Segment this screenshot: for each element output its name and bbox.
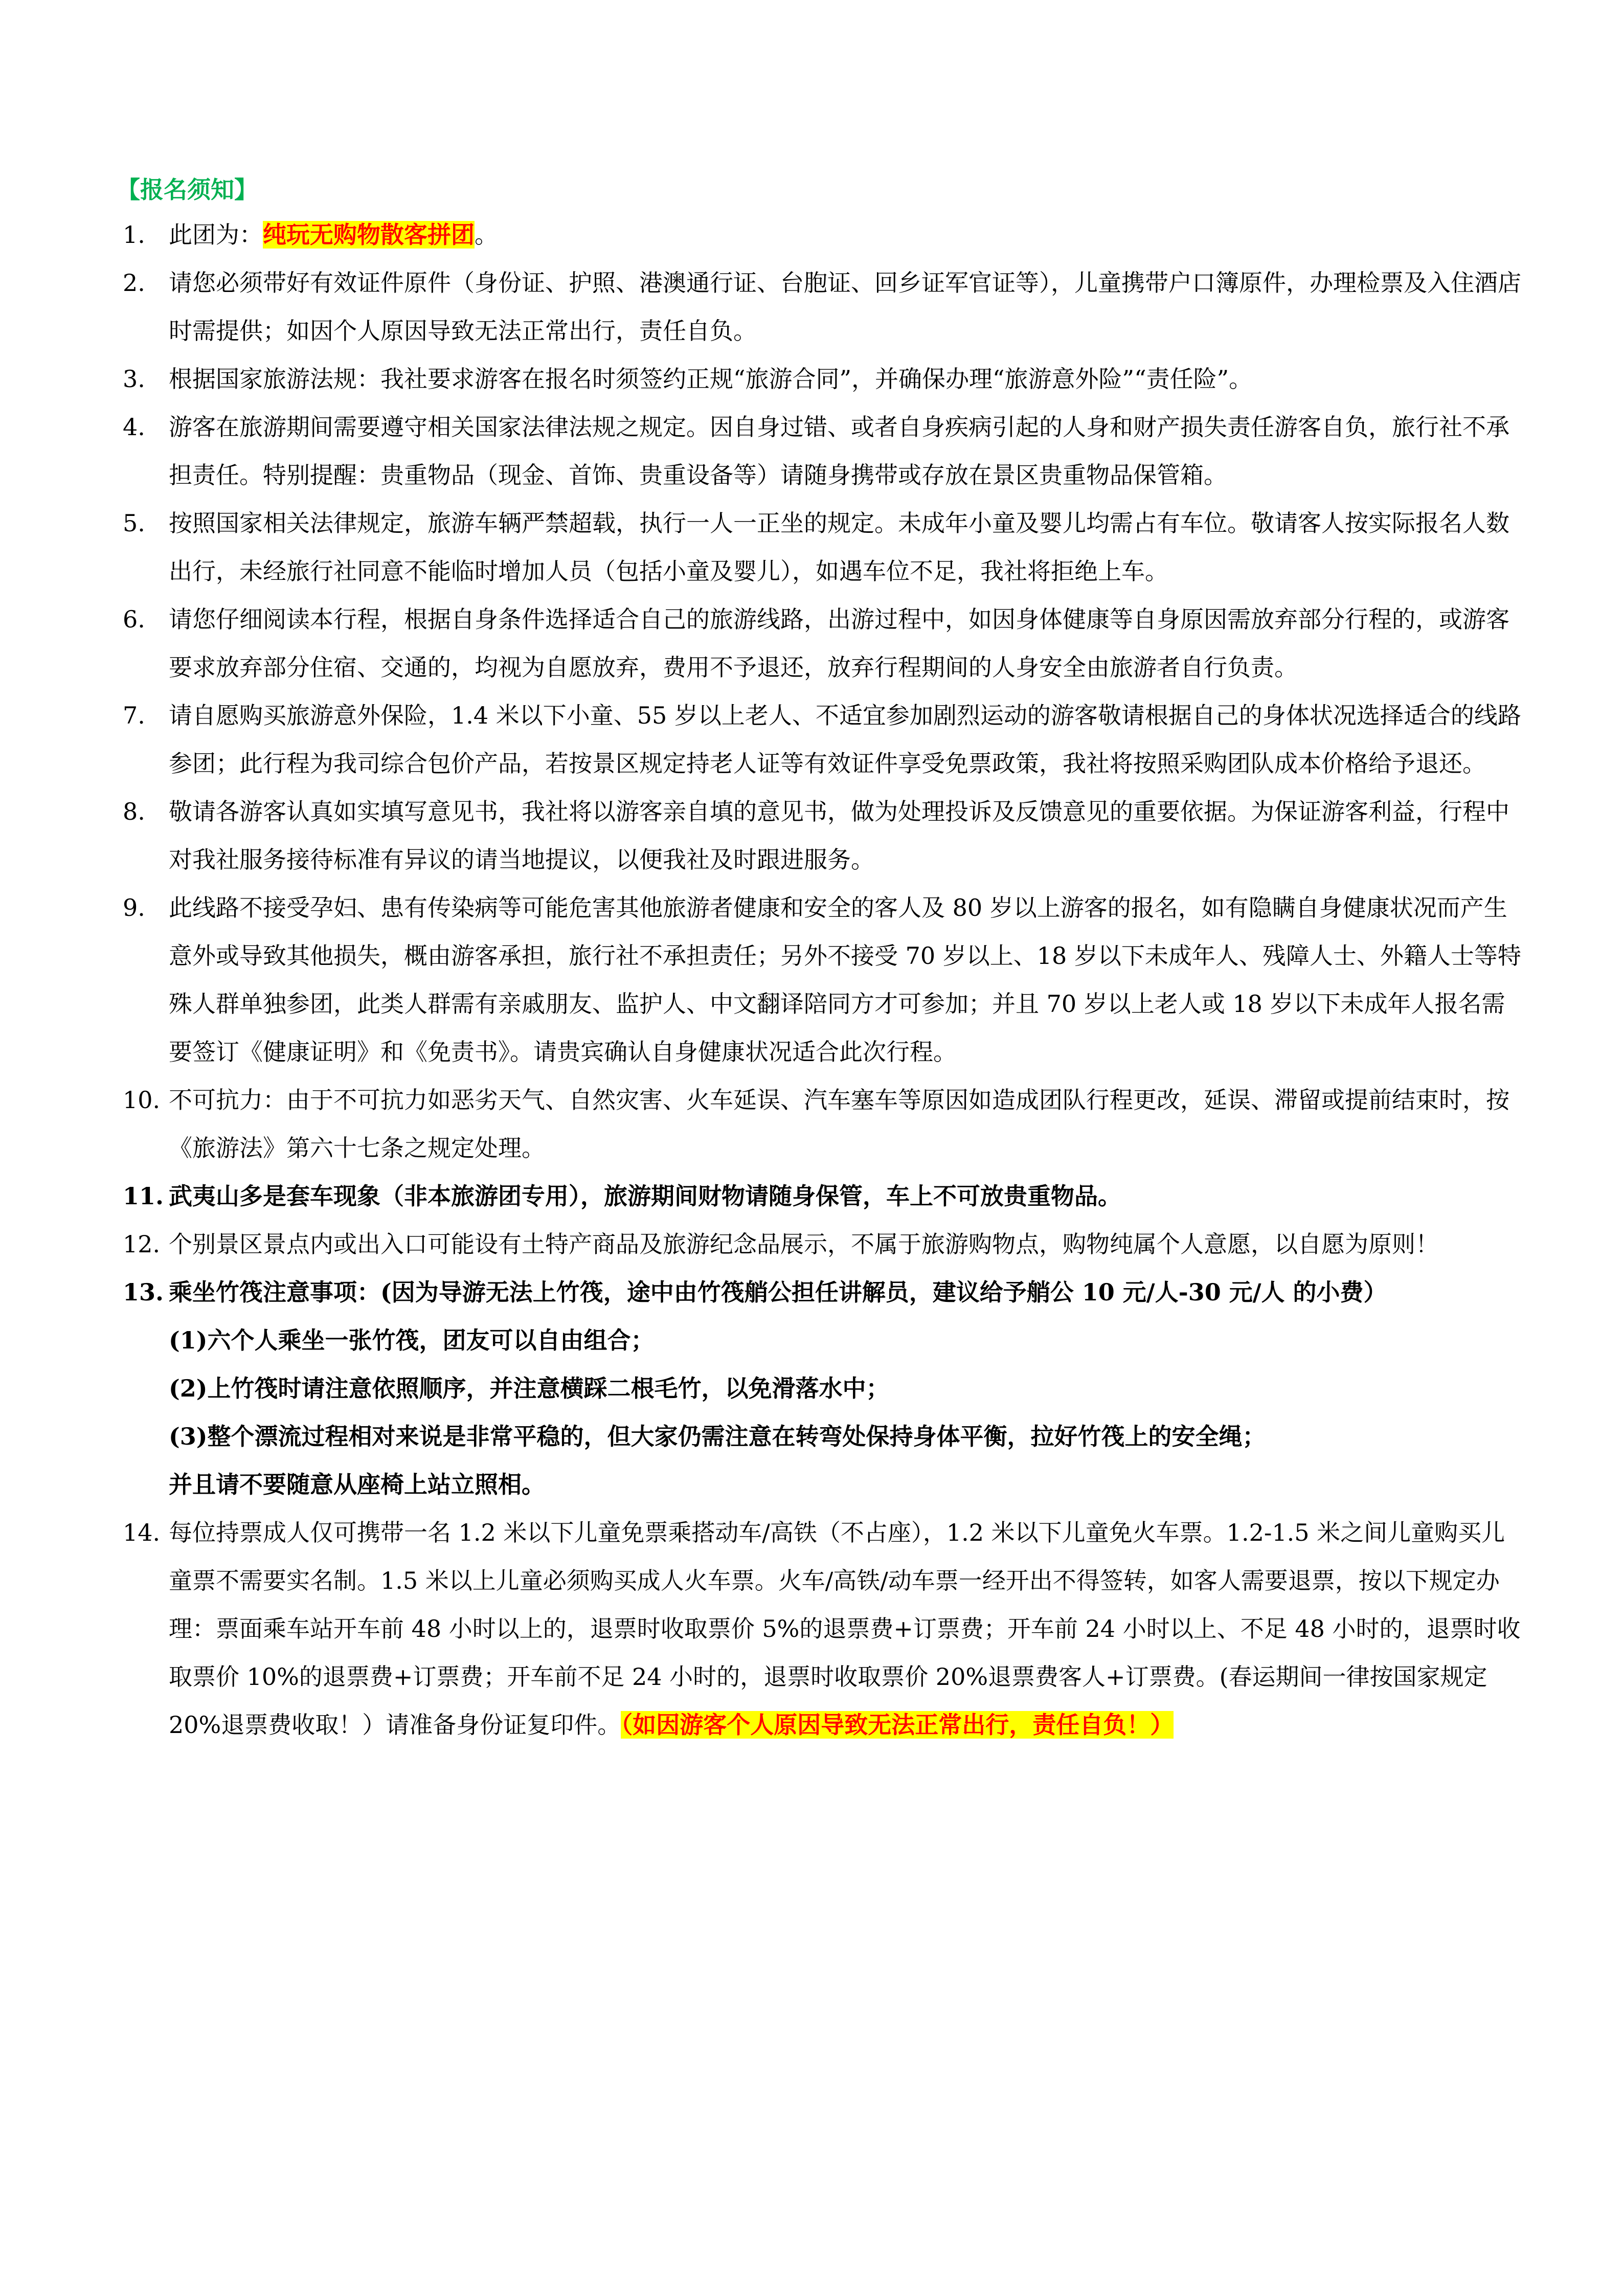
item-text-end: 。	[475, 221, 498, 249]
item-text: 请您仔细阅读本行程，根据自身条件选择适合自己的旅游线路，出游过程中，如因身体健康等自身原因需放弃部分行程的，或游客要求放弃部分住宿、交通的，均视为自愿放弃，费用不予退还，放弃行程期间的人身安全由旅游者自行负责。	[169, 605, 1509, 681]
list-item	[117, 1509, 1528, 1749]
item-text: 请自愿购买旅游意外保险，1.4 米以下小童、55 岁以上老人、不适宜参加剧烈运动的游客敬请根据自己的身体状况选择适合的线路参团；此行程为我司综合包价产品，若按景区规定持老人证等有效证件享受免票政策，我社将按照采购团队成本价格给予退还。	[169, 702, 1521, 777]
list-item	[117, 691, 1528, 787]
item-number: 5.	[123, 509, 145, 537]
item-text: 按照国家相关法律规定，旅游车辆严禁超载，执行一人一正坐的规定。未成年小童及婴儿均需占有车位。敬请客人按实际报名人数出行，未经旅行社同意不能临时增加人员（包括小童及婴儿），如遇车位不足，我社将拒绝上车。	[169, 509, 1509, 585]
list-item	[117, 355, 1528, 403]
item-number: 11.	[123, 1182, 164, 1210]
list-item	[117, 1076, 1528, 1172]
item-number: 3.	[123, 365, 145, 393]
item-number: 12.	[123, 1230, 161, 1258]
warning-text: （如因游客个人原因导致无法正常出行，责任自负！）	[621, 1711, 1174, 1739]
item-number: 1.	[123, 221, 145, 249]
list-item	[117, 1220, 1528, 1268]
list-item	[117, 1268, 1528, 1316]
item-text: 敬请各游客认真如实填写意见书，我社将以游客亲自填的意见书，做为处理投诉及反馈意见的重要依据。为保证游客利益，行程中对我社服务接待标准有异议的请当地提议，以便我社及时跟进服务。	[169, 798, 1509, 873]
sub-item: (2)上竹筏时请注意依照顺序，并注意横踩二根毛竹，以免滑落水中；	[169, 1375, 890, 1402]
item-text: 不可抗力：由于不可抗力如恶劣天气、自然灾害、火车延误、汽车塞车等原因如造成团队行程更改，延误、滞留或提前结束时，按《旅游法》第六十七条之规定处理。	[169, 1086, 1509, 1162]
list-item	[117, 595, 1528, 691]
list-item	[117, 787, 1528, 884]
item-text: 乘坐竹筏注意事项：(因为导游无法上竹筏，途中由竹筏艄公担任讲解员，建议给予艄公 10 元/人-30 元/人 的小费）	[169, 1278, 1387, 1306]
item-number: 10.	[123, 1086, 161, 1114]
item-number: 4.	[123, 413, 145, 441]
notice-list	[117, 211, 1528, 1749]
sub-item: 并且请不要随意从座椅上站立照相。	[169, 1471, 545, 1498]
item-text: 每位持票成人仅可携带一名 1.2 米以下儿童免票乘搭动车/高铁（不占座），1.2 米以下儿童免火车票。1.2-1.5 米之间儿童购买儿童票不需要实名制。1.5 米以上儿童必须购买成人火车票。火车/高铁/动车票一经开出不得签转，如客人需要退票，按以下规定办理：票面乘车站开车前 48 小时以上的，退票时收取票价 5%的退票费+订票费；开车前 24 小时以上、不足 48 小时的，退票时收取票价 10%的退票费+订票费；开车前不足 24 小时的，退票时收取票价 20%退票费客人+订票费。(春运期间一律按国家规定 20%退票费收取！）请准备身份证复印件。	[169, 1519, 1521, 1739]
list-item	[117, 259, 1528, 355]
sub-item: (3)整个漂流过程相对来说是非常平稳的，但大家仍需注意在转弯处保持身体平衡，拉好竹筏上的安全绳；	[169, 1423, 1266, 1450]
item-number: 6.	[123, 605, 145, 633]
item-number: 9.	[123, 894, 145, 921]
list-item	[117, 499, 1528, 595]
item-text: 个别景区景点内或出入口可能设有土特产商品及旅游纪念品展示，不属于旅游购物点，购物纯属个人意愿，以自愿为原则！	[169, 1230, 1439, 1258]
item-text: 此线路不接受孕妇、患有传染病等可能危害其他旅游者健康和安全的客人及 80 岁以上游客的报名，如有隐瞒自身健康状况而产生意外或导致其他损失，概由游客承担，旅行社不承担责任；另外不接受 70 岁以上、18 岁以下未成年人、残障人士、外籍人士等特殊人群单独参团，此类人群需有亲戚朋友、监护人、中文翻译陪同方才可参加；并且 70 岁以上老人或 18 岁以下未成年人报名需要签订《健康证明》和《免责书》。请贵宾确认自身健康状况适合此次行程。	[169, 894, 1521, 1066]
item-number: 13.	[123, 1278, 164, 1306]
list-item	[117, 1172, 1528, 1220]
section-heading: 【报名须知】	[117, 176, 258, 204]
list-item	[117, 403, 1528, 499]
list-item	[117, 884, 1528, 1076]
item-number: 2.	[123, 269, 145, 297]
sub-item: (1)六个人乘坐一张竹筏，团友可以自由组合；	[169, 1326, 655, 1354]
highlighted-text: 纯玩无购物散客拼团	[263, 221, 475, 249]
item-number: 14.	[123, 1519, 161, 1546]
item-text: 根据国家旅游法规：我社要求游客在报名时须签约正规“旅游合同”，并确保办理“旅游意外险”“责任险”。	[169, 365, 1253, 393]
item-number: 7.	[123, 702, 145, 729]
item-number: 8.	[123, 798, 145, 825]
list-item	[117, 211, 1528, 259]
item-text: 此团为：	[169, 221, 263, 249]
item-text: 游客在旅游期间需要遵守相关国家法律法规之规定。因自身过错、或者自身疾病引起的人身和财产损失责任游客自负，旅行社不承担责任。特别提醒：贵重物品（现金、首饰、贵重设备等）请随身携带或存放在景区贵重物品保管箱。	[169, 413, 1509, 489]
item-text: 武夷山多是套车现象（非本旅游团专用），旅游期间财物请随身保管，车上不可放贵重物品。	[169, 1182, 1121, 1210]
item-text: 请您必须带好有效证件原件（身份证、护照、港澳通行证、台胞证、回乡证军官证等），儿童携带户口簿原件，办理检票及入住酒店时需提供；如因个人原因导致无法正常出行，责任自负。	[169, 269, 1521, 345]
